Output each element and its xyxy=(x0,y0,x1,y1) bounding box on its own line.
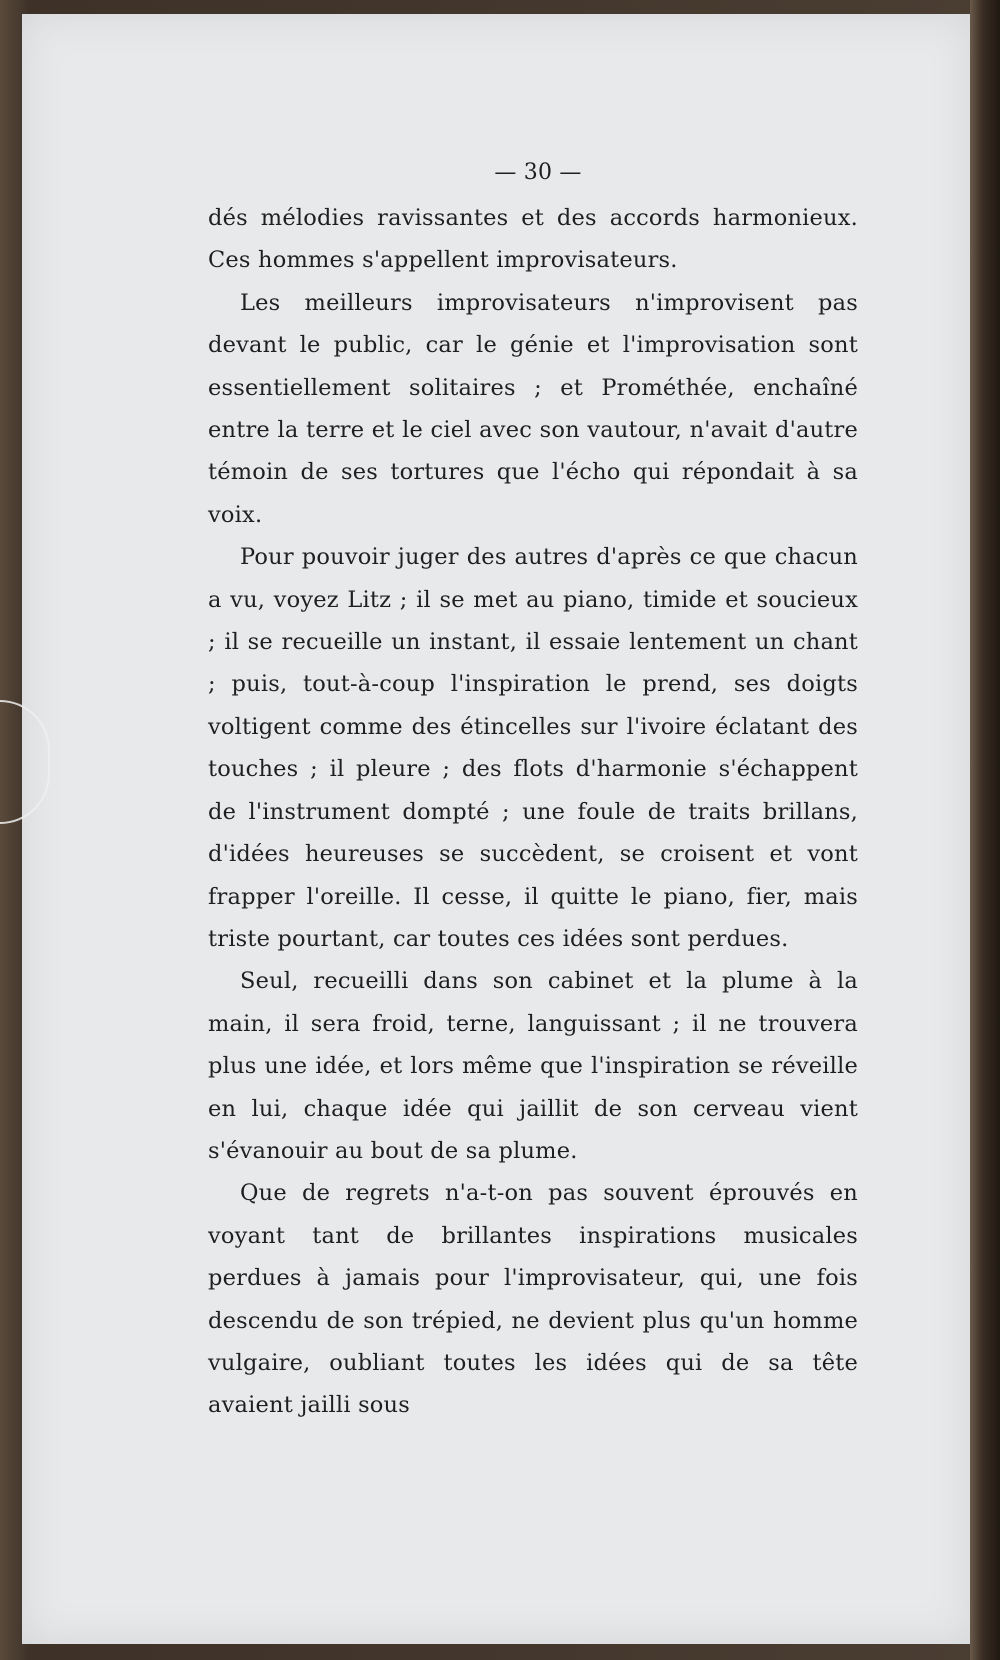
paragraph: Que de regrets n'a-t-on pas souvent éprouvés en voyant tant de brillantes inspirations musicales perdues à jamais pour l'improvisateur, qui, une fois descendu de son trépied, ne devient plus qu'un homme vulgaire, oubliant toutes les idées qui de sa tête avaient jailli sous xyxy=(208,1180,858,1419)
paragraph: Seul, recueilli dans son cabinet et la plume à la main, il sera froid, terne, languissant ; il ne trouvera plus une idée, et lors même que l'inspiration se réveille en lui, chaque idée qui jaillit de son cerveau vient s'évanouir au bout de sa plume. xyxy=(208,968,858,1164)
paragraph: Les meilleurs improvisateurs n'improvisent pas devant le public, car le génie et l'improvisation sont essentiellement solitaires ; et Prométhée, enchaîné entre la terre et le ciel avec son vautour, n'avait d'autre témoin de ses tortures que l'écho qui répondait à sa voix. xyxy=(208,289,858,528)
paragraph: dés mélodies ravissantes et des accords harmonieux. Ces hommes s'appellent improvisateurs. xyxy=(208,205,858,274)
page-edge xyxy=(970,0,1000,1660)
page-text xyxy=(208,155,858,1427)
page-number: — 30 — xyxy=(494,160,582,185)
paragraph: Pour pouvoir juger des autres d'après ce que chacun a vu, voyez Litz ; il se met au piano, timide et soucieux ; il se recueille un instant, il essaie lentement un chant ; puis, tout-à-coup l'inspiration le prend, ses doigts voltigent comme des étincelles sur l'ivoire éclatant des touches ; il pleure ; des flots d'harmonie s'échappent de l'instrument dompté ; une foule de traits brillans, d'idées heureuses se succèdent, se croisent et vont frapper l'oreille. Il cesse, il quitte le piano, fier, mais triste pourtant, car toutes ces idées sont perdues. xyxy=(208,544,858,952)
